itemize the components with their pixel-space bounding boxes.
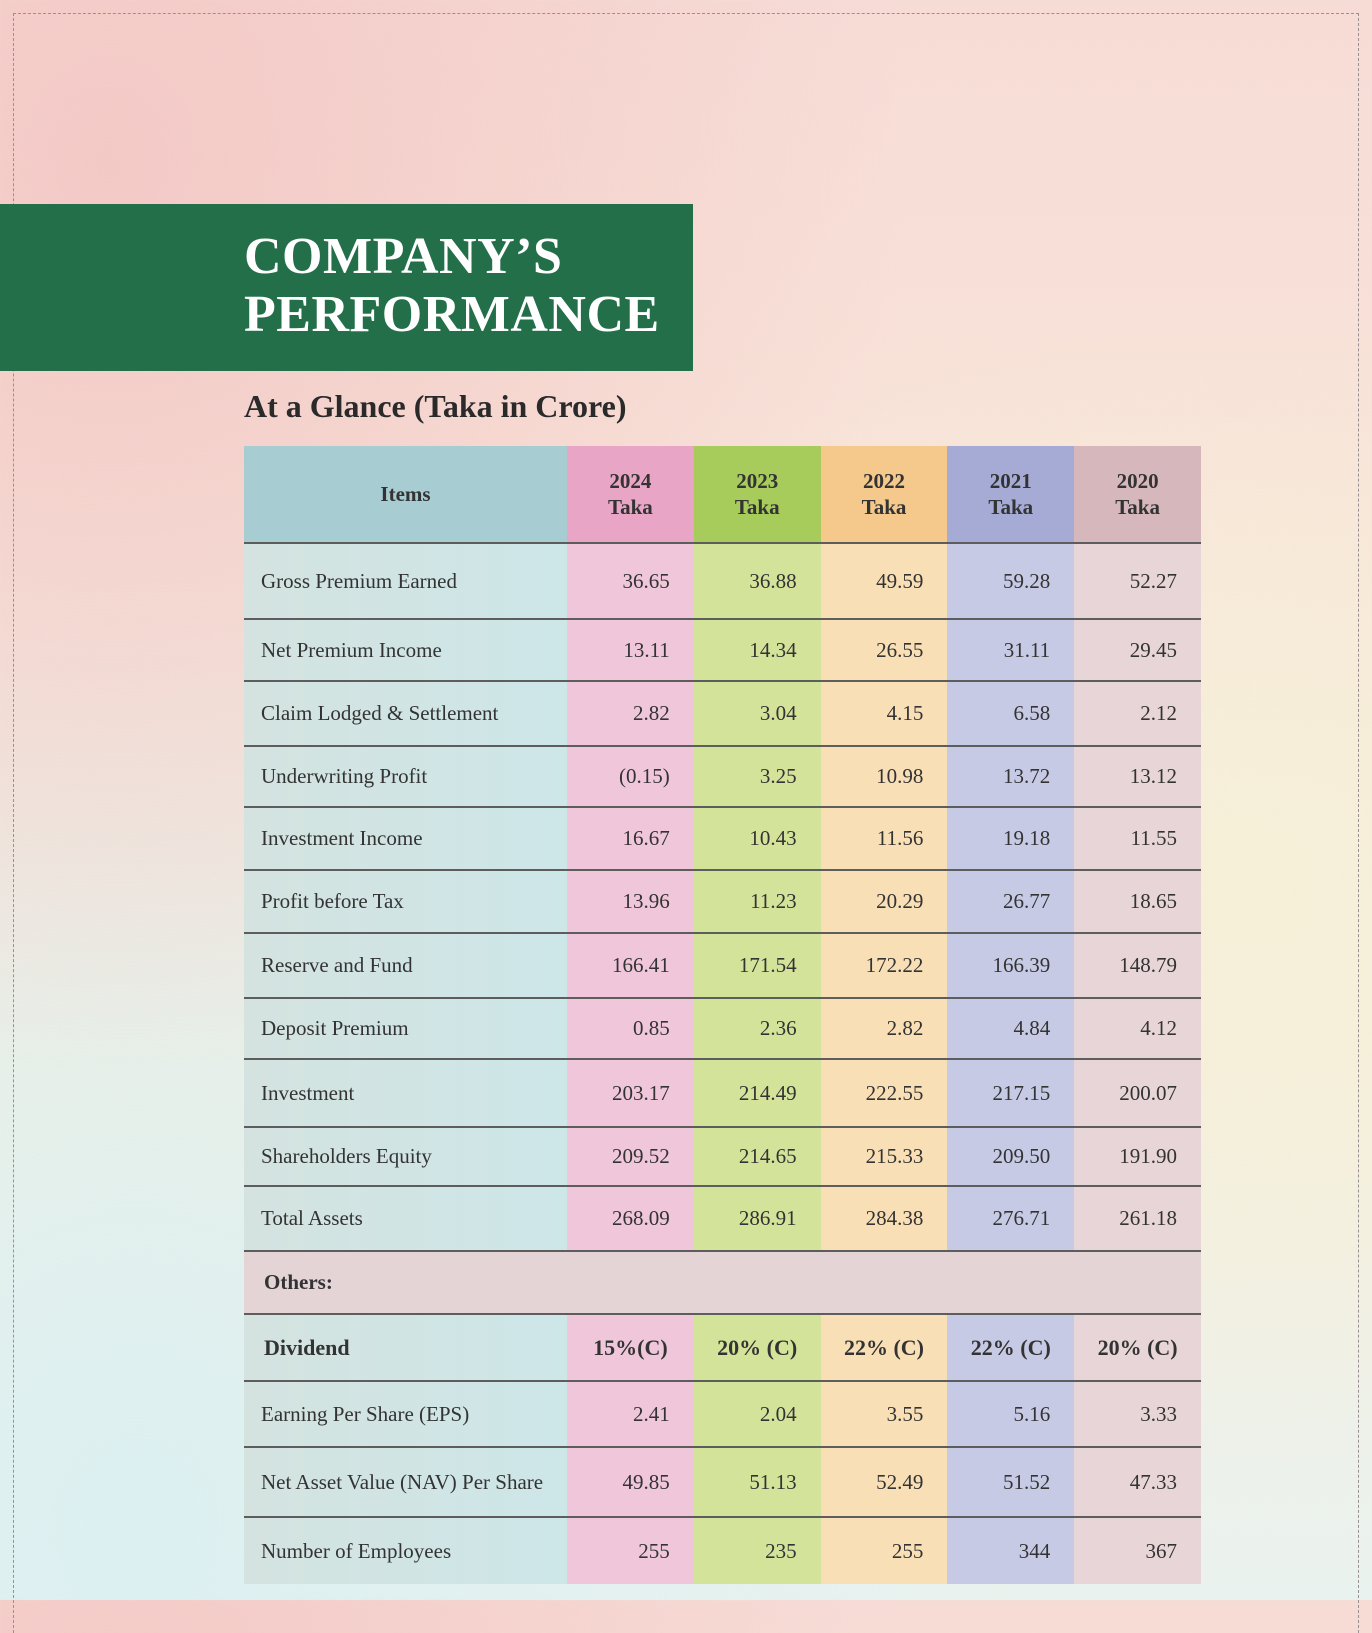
- table-row: [244, 998, 1201, 1059]
- cell-2020: 18.65: [1074, 870, 1201, 933]
- table-row: [244, 1127, 1201, 1186]
- cell-2022: 10.98: [821, 746, 948, 807]
- header-year-2024: 2024 Taka: [567, 446, 694, 543]
- cell-2022: 52.49: [821, 1447, 948, 1517]
- cell-2020: 3.33: [1074, 1381, 1201, 1447]
- others-label: Others:: [244, 1251, 1201, 1314]
- row-label: Deposit Premium: [244, 998, 567, 1059]
- cell-2023: 20% (C): [694, 1314, 821, 1381]
- performance-table: [244, 446, 1201, 1584]
- cell-2020: 261.18: [1074, 1186, 1201, 1251]
- table-row: [244, 1381, 1201, 1447]
- cell-2023: 171.54: [694, 933, 821, 998]
- cell-2023: 51.13: [694, 1447, 821, 1517]
- cell-2022: 49.59: [821, 543, 948, 619]
- cell-2024: 166.41: [567, 933, 694, 998]
- cell-2020: 191.90: [1074, 1127, 1201, 1186]
- cell-2024: 16.67: [567, 807, 694, 870]
- row-label: Net Premium Income: [244, 619, 567, 681]
- cell-2020: 13.12: [1074, 746, 1201, 807]
- cell-2021: 26.77: [947, 870, 1074, 933]
- cell-2022: 11.56: [821, 807, 948, 870]
- row-label: Earning Per Share (EPS): [244, 1381, 567, 1447]
- row-label: Profit before Tax: [244, 870, 567, 933]
- cell-2024: 2.41: [567, 1381, 694, 1447]
- cell-2024: 13.96: [567, 870, 694, 933]
- header-items: Items: [244, 446, 567, 543]
- cell-2021: 13.72: [947, 746, 1074, 807]
- cell-2023: 14.34: [694, 619, 821, 681]
- cell-2021: 51.52: [947, 1447, 1074, 1517]
- cell-2020: 29.45: [1074, 619, 1201, 681]
- cell-2024: 36.65: [567, 543, 694, 619]
- table-row: [244, 681, 1201, 746]
- cell-2023: 214.49: [694, 1059, 821, 1127]
- cell-2024: 15%(C): [567, 1314, 694, 1381]
- cell-2023: 3.04: [694, 681, 821, 746]
- page-title: [244, 228, 660, 344]
- cell-2020: 2.12: [1074, 681, 1201, 746]
- cell-2020: 20% (C): [1074, 1314, 1201, 1381]
- cell-2023: 36.88: [694, 543, 821, 619]
- table-row: [244, 1186, 1201, 1251]
- cell-2022: 215.33: [821, 1127, 948, 1186]
- cell-2023: 235: [694, 1517, 821, 1584]
- cell-2022: 284.38: [821, 1186, 948, 1251]
- row-label: Underwriting Profit: [244, 746, 567, 807]
- table-header-row: [244, 446, 1201, 543]
- cell-2021: 19.18: [947, 807, 1074, 870]
- cell-2022: 172.22: [821, 933, 948, 998]
- cell-2022: 4.15: [821, 681, 948, 746]
- cell-2021: 217.15: [947, 1059, 1074, 1127]
- row-label: Shareholders Equity: [244, 1127, 567, 1186]
- row-label: Total Assets: [244, 1186, 567, 1251]
- cell-2021: 22% (C): [947, 1314, 1074, 1381]
- table-row: [244, 870, 1201, 933]
- row-label: Dividend: [244, 1314, 567, 1381]
- cell-2021: 59.28: [947, 543, 1074, 619]
- table-subtitle: At a Glance (Taka in Crore): [244, 388, 627, 424]
- cell-2023: 3.25: [694, 746, 821, 807]
- cell-2021: 166.39: [947, 933, 1074, 998]
- cell-2024: 13.11: [567, 619, 694, 681]
- row-label: Net Asset Value (NAV) Per Share: [244, 1447, 567, 1517]
- cell-2021: 4.84: [947, 998, 1074, 1059]
- header-year-2020: 2020 Taka: [1074, 446, 1201, 543]
- title-line-1: COMPANY’S: [244, 228, 563, 285]
- row-label: Investment: [244, 1059, 567, 1127]
- cell-2023: 214.65: [694, 1127, 821, 1186]
- cell-2020: 4.12: [1074, 998, 1201, 1059]
- table-row: [244, 1314, 1201, 1381]
- cell-2024: 0.85: [567, 998, 694, 1059]
- cell-2024: 49.85: [567, 1447, 694, 1517]
- title-banner: [0, 204, 693, 371]
- cell-2021: 31.11: [947, 619, 1074, 681]
- cell-2023: 286.91: [694, 1186, 821, 1251]
- others-section-row: [244, 1251, 1201, 1314]
- cell-2021: 6.58: [947, 681, 1074, 746]
- cell-2024: 203.17: [567, 1059, 694, 1127]
- cell-2021: 5.16: [947, 1381, 1074, 1447]
- cell-2020: 148.79: [1074, 933, 1201, 998]
- cell-2023: 2.36: [694, 998, 821, 1059]
- cell-2022: 26.55: [821, 619, 948, 681]
- cell-2024: 2.82: [567, 681, 694, 746]
- row-label: Gross Premium Earned: [244, 543, 567, 619]
- row-label: Claim Lodged & Settlement: [244, 681, 567, 746]
- cell-2021: 276.71: [947, 1186, 1074, 1251]
- cell-2020: 200.07: [1074, 1059, 1201, 1127]
- cell-2023: 11.23: [694, 870, 821, 933]
- cell-2022: 20.29: [821, 870, 948, 933]
- row-label: Reserve and Fund: [244, 933, 567, 998]
- table-row: [244, 543, 1201, 619]
- cell-2020: 47.33: [1074, 1447, 1201, 1517]
- table-row: [244, 619, 1201, 681]
- table-row: [244, 1517, 1201, 1584]
- header-year-2022: 2022 Taka: [821, 446, 948, 543]
- cell-2022: 3.55: [821, 1381, 948, 1447]
- table-row: [244, 746, 1201, 807]
- cell-2024: 255: [567, 1517, 694, 1584]
- header-year-2023: 2023 Taka: [694, 446, 821, 543]
- cell-2024: (0.15): [567, 746, 694, 807]
- table-row: [244, 1447, 1201, 1517]
- row-label: Investment Income: [244, 807, 567, 870]
- cell-2024: 209.52: [567, 1127, 694, 1186]
- cell-2020: 367: [1074, 1517, 1201, 1584]
- cell-2022: 2.82: [821, 998, 948, 1059]
- cell-2021: 209.50: [947, 1127, 1074, 1186]
- header-year-2021: 2021 Taka: [947, 446, 1074, 543]
- cell-2024: 268.09: [567, 1186, 694, 1251]
- cell-2021: 344: [947, 1517, 1074, 1584]
- cell-2023: 2.04: [694, 1381, 821, 1447]
- cell-2020: 11.55: [1074, 807, 1201, 870]
- title-line-2: PERFORMANCE: [244, 286, 660, 343]
- table-row: [244, 807, 1201, 870]
- cell-2020: 52.27: [1074, 543, 1201, 619]
- row-label: Number of Employees: [244, 1517, 567, 1584]
- cell-2022: 22% (C): [821, 1314, 948, 1381]
- cell-2023: 10.43: [694, 807, 821, 870]
- table-row: [244, 1059, 1201, 1127]
- cell-2022: 222.55: [821, 1059, 948, 1127]
- table-row: [244, 933, 1201, 998]
- cell-2022: 255: [821, 1517, 948, 1584]
